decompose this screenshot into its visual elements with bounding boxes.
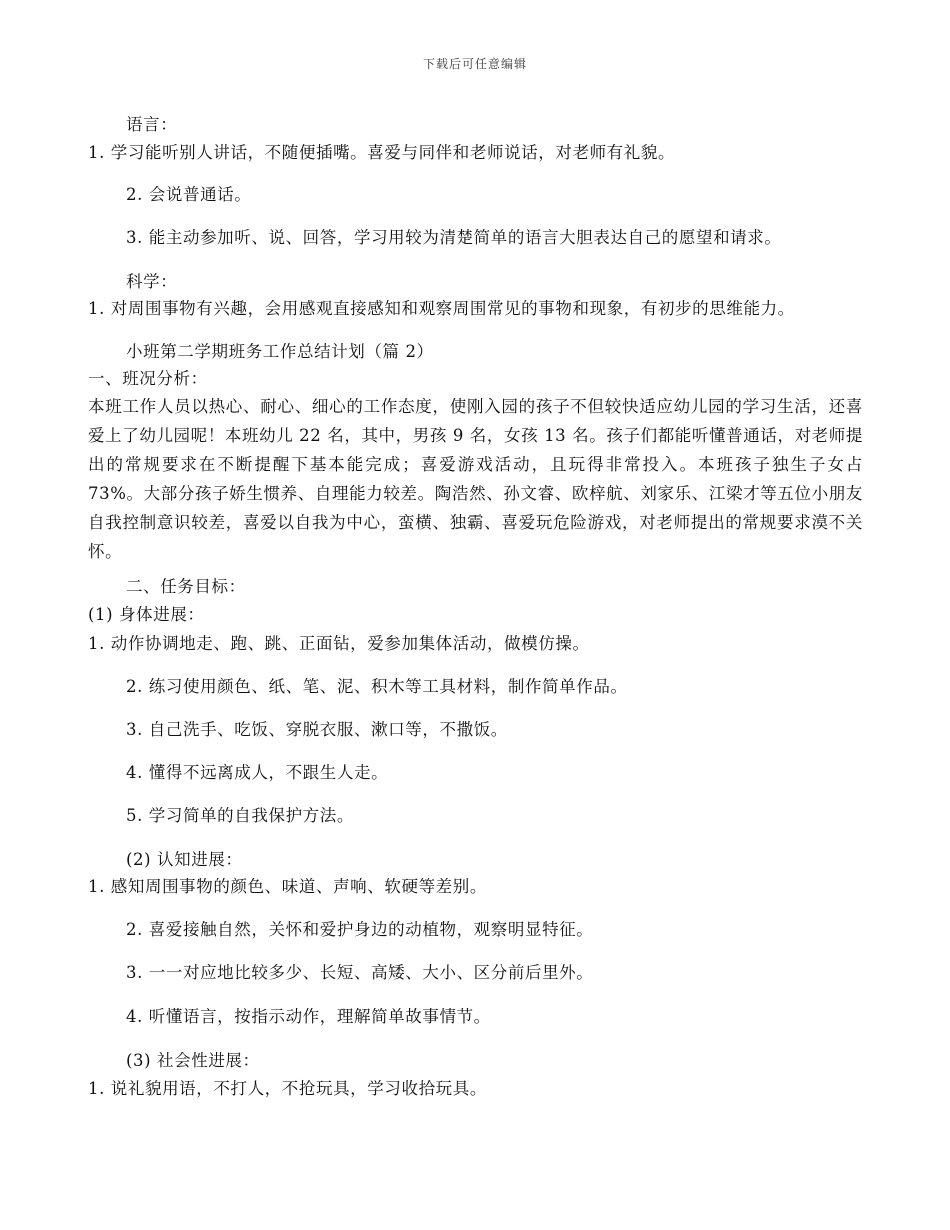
section-heading-science: 科学： bbox=[126, 272, 178, 291]
list-item: 3. 一一对应地比较多少、长短、高矮、大小、区分前后里外。 bbox=[126, 963, 594, 982]
list-item: 1. 感知周围事物的颜色、味道、声响、软硬等差别。 bbox=[88, 877, 487, 896]
list-item: 4. 听懂语言，按指示动作，理解简单故事情节。 bbox=[126, 1007, 491, 1026]
list-item: 4. 懂得不远离成人，不跟生人走。 bbox=[126, 763, 389, 782]
list-item: 5. 学习简单的自我保护方法。 bbox=[126, 806, 354, 825]
list-item: 2. 练习使用颜色、纸、笔、泥、积木等工具材料，制作简单作品。 bbox=[126, 677, 628, 696]
list-item: 3. 自己洗手、吃饭、穿脱衣服、漱口等，不撒饭。 bbox=[126, 720, 508, 739]
list-item: 1. 对周围事物有兴趣，会用感观直接感知和观察周围常见的事物和现象，有初步的思维能力。 bbox=[88, 299, 795, 318]
article-title: 小班第二学期班务工作总结计划（篇 2） bbox=[126, 342, 434, 361]
subsection-heading-cognitive: (2) 认知进展： bbox=[126, 850, 243, 869]
list-item: 2. 喜爱接触自然，关怀和爱护身边的动植物，观察明显特征。 bbox=[126, 920, 594, 939]
class-analysis-paragraph: 本班工作人员以热心、耐心、细心的工作态度，使刚入园的孩子不但较快适应幼儿园的学习生活，还喜爱上了幼儿园呢！本班幼儿 22 名，其中，男孩 9 名，女孩 13 名。孩子们都能听懂普通话，对老师提出的常规要求在不断提醒下基本能完成；喜爱游戏活动，且玩得非常投入。本班孩子独生子女占 73%。大部分孩子娇生惯养、自理能力较差。陶浩然、孙文睿、欧梓航、刘家乐、江梁才等五位小朋友自我控制意识较差，喜爱以自我为中心，蛮横、独霸、喜爱玩危险游戏，对老师提出的常规要求漠不关怀。 bbox=[88, 397, 863, 561]
page-header: 下载后可任意编辑 bbox=[422, 57, 527, 71]
list-item: 1. 学习能听别人讲话，不随便插嘴。喜爱与同伴和老师说话，对老师有礼貌。 bbox=[88, 143, 676, 162]
list-item: 3. 能主动参加听、说、回答，学习用较为清楚简单的语言大胆表达自己的愿望和请求。 bbox=[126, 228, 782, 247]
section-heading-goals: 二、任务目标： bbox=[126, 577, 246, 596]
subsection-heading-social: (3) 社会性进展： bbox=[126, 1051, 260, 1070]
section-heading-class-analysis: 一、班况分析： bbox=[88, 369, 208, 388]
section-heading-language: 语言： bbox=[126, 115, 178, 134]
list-item: 1. 动作协调地走、跑、跳、正面钻，爱参加集体活动，做模仿操。 bbox=[88, 634, 590, 653]
subsection-heading-physical: (1) 身体进展： bbox=[88, 605, 205, 624]
list-item: 1. 说礼貌用语，不打人，不抢玩具，学习收拾玩具。 bbox=[88, 1079, 487, 1098]
list-item: 2. 会说普通话。 bbox=[126, 185, 252, 204]
